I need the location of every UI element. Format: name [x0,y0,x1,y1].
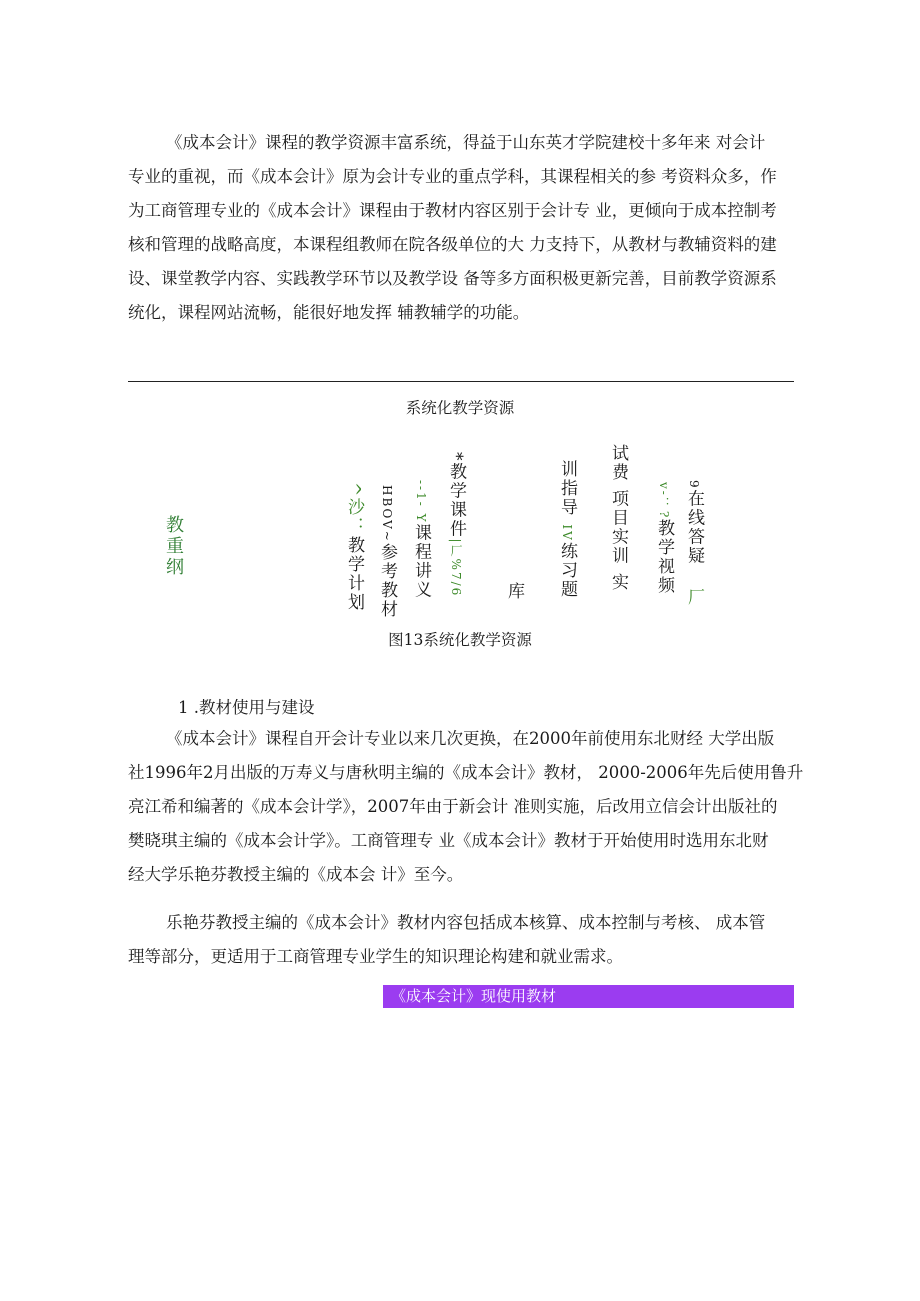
diagram-root: 教重纲 [163,515,184,578]
figure-caption: 图13系统化教学资源 [388,631,532,649]
diagram-title: 系统化教学资源 [405,399,515,417]
branch-label: 教学视频 [654,519,674,596]
branch-label: 教学课件 [446,462,466,539]
text-line: 设、课堂教学内容、实践教学环节以及教学设 备等多方面积极更新完善，目前教学资源系 [128,269,777,288]
branch-prefix: ^沙： [344,482,364,537]
text-line: 社1996年2月出版的万寿义与唐秋明主编的《成本会计》教材， 2000-2006年先后使用鲁升 [128,763,804,782]
branch-mark: IV [560,524,574,542]
text-line: 核和管理的战略高度，本课程组教师在院各级单位的大 力支持下，从教材与教辅资料的建 [128,235,777,254]
text-line: 专业的重视，而《成本会计》原为会计专业的重点学科，其课程相关的参 考资料众多，作 [128,167,777,186]
branch-label: 课程讲义 [411,523,431,600]
branch-label: 训指导 [557,460,577,517]
branch-prefix: --1- Y [414,480,428,524]
branch-suffix: 厂 [684,587,704,607]
branch-project-training: 试费 项目实训 实 [608,444,628,592]
branch-teaching-plan [344,482,364,612]
branch-teaching-video [654,482,674,595]
text-line: 为工商管理专业的《成本会计》课程由于教材内容区别于会计专 业，更倾向于成本控制考 [128,201,777,220]
branch-suffix: |厂%7/6 [449,538,463,598]
text-line: 《成本会计》课程自开会计专业以来几次更换，在2000年前使用东北财经 大学出版 [166,729,775,748]
branch-prefix: HBOV~ [380,485,394,543]
branch-online-qa [684,480,704,607]
text-line: 《成本会计》课程的教学资源丰富系统，得益于山东英才学院建校十多年来 对会计 [166,133,766,152]
text-line: 乐艳芬教授主编的《成本会计》教材内容包括成本核算、成本控制与考核、 成本管 [166,913,766,932]
text-line: 统化，课程网站流畅，能很好地发挥 辅教辅学的功能。 [128,303,530,322]
branch-prefix: v-：? [657,482,671,520]
text-line: 理等部分，更适用于工商管理专业学生的知识理论构建和就业需求。 [128,947,623,966]
branch-label: 在线答疑 [684,489,704,566]
text-line: 经大学乐艳芬教授主编的《成本会 计》至今。 [128,865,464,884]
branch-lecture-notes [411,480,431,600]
section-divider [128,381,794,382]
branch-library: 库 [504,582,524,601]
text-line: 樊晓琪主编的《成本会计学》。工商管理专 业《成本会计》教材于开始使用时选用东北财 [128,831,769,850]
branch-reference-books [377,485,397,619]
section-heading: 1 .教材使用与建设 [178,698,315,717]
textbook-banner: 《成本会计》现使用教材 [383,985,794,1008]
branch-prefix: 9 [687,480,701,490]
branch-label: 参考教材 [377,542,397,619]
textbook-content-paragraph [128,906,794,974]
text-line: 亮江希和编著的《成本会计学》，2007年由于新会计 准则实施，后改用立信会计出版社的 [128,797,778,816]
branch-training-guide [557,460,577,599]
textbook-history-paragraph [128,722,804,892]
intro-paragraph [128,126,794,330]
branch-label-2: 练习题 [557,541,577,599]
branch-prefix: * [446,452,466,463]
branch-courseware [446,452,466,597]
branch-label: 教学计划 [344,536,364,613]
